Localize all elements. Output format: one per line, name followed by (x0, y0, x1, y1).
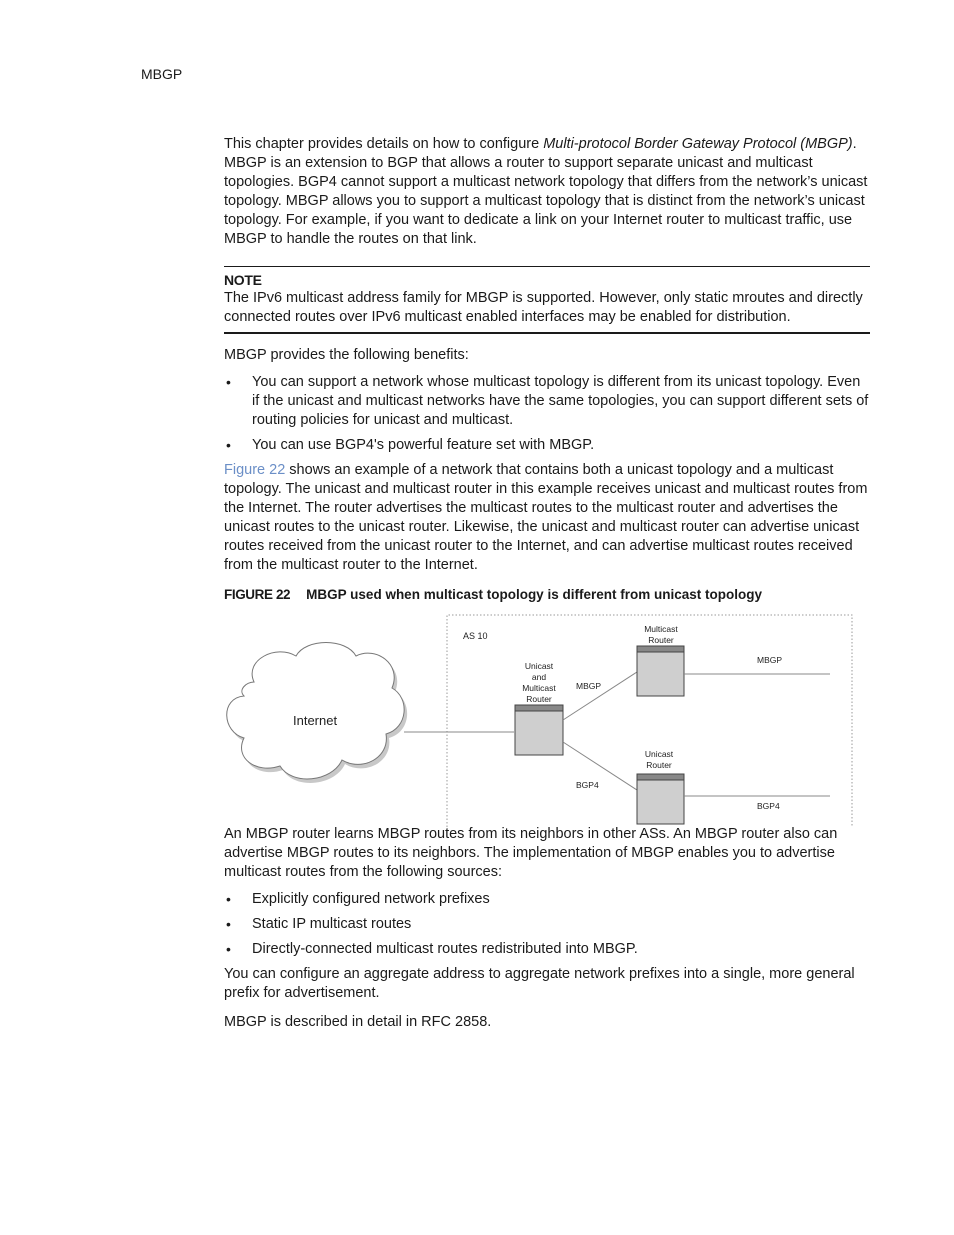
aggregate-paragraph: You can configure an aggregate address to aggregate network prefixes into a single, more general prefix for advertisement. (224, 966, 855, 1001)
figure-caption-text: MBGP used when multicast topology is different from unicast topology (306, 587, 762, 602)
intro-emphasis: Multi-protocol Border Gateway Protocol (MBGP) (543, 136, 853, 152)
rfc-paragraph: MBGP is described in detail in RFC 2858. (224, 1014, 492, 1030)
list-item: • You can support a network whose multicast topology is different from its unicast topology. Even if the unicast and multicast networks have the same topologies, you can support different sets of routing policies for unicast and multicast. (224, 373, 870, 430)
as-label: AS 10 (463, 631, 488, 641)
svg-text:and: and (531, 672, 547, 682)
svg-text:Unicast: Unicast (524, 661, 554, 671)
note-text: The IPv6 multicast address family for MBGP is supported. However, only static mroutes and directly connected routes over IPv6 multicast enabled interfaces may be enabled for distribution. (224, 290, 863, 325)
note-label: NOTE (224, 272, 262, 288)
intro-paragraph: This chapter provides details on how to configure Multi-protocol Border Gateway Protocol (MBGP). MBGP is an extension to BGP that allows a router to support separate unicast and multicast topologies. BGP4 cannot support a multicast network topology that differs from the network’s unicast topology. MBGP allows you to support a multicast topology that is distinct from the network’s unicast topology. For example, if you want to dedicate a link on your Internet router to multicast traffic, use MBGP to handle the routes on that link. (224, 136, 868, 247)
cloud-label: Internet (293, 713, 338, 728)
mbgp-link (563, 672, 637, 720)
benefits-lead: MBGP provides the following benefits: (224, 347, 469, 363)
running-header: MBGP (141, 66, 183, 82)
main-content (224, 135, 870, 604)
svg-text:Unicast: Unicast (644, 749, 674, 759)
mbgp-link-label: MBGP (576, 681, 602, 691)
network-diagram (224, 612, 854, 827)
bgp4-out-label: BGP4 (757, 801, 780, 811)
list-item: • Static IP multicast routes (224, 915, 870, 934)
bgp4-link (563, 742, 637, 790)
sources-lead: An MBGP router learns MBGP routes from its neighbors in other ASs. An MBGP router also can advertise MBGP routes to its neighbors. The implementation of MBGP enables you to advertise multicast routes from the following sources: (224, 826, 838, 880)
svg-text:Multicast: Multicast (644, 624, 678, 634)
lower-content (224, 825, 870, 1032)
central-router-icon (515, 705, 563, 755)
list-item: • Explicitly configured network prefixes (224, 890, 870, 909)
list-item: • Directly-connected multicast routes redistributed into MBGP. (224, 940, 870, 959)
list-item: • You can use BGP4's powerful feature set with MBGP. (224, 436, 870, 455)
figure-22-link[interactable]: Figure 22 (224, 462, 286, 478)
note-box (224, 266, 870, 334)
svg-text:Multicast: Multicast (522, 683, 556, 693)
svg-text:Router: Router (526, 694, 552, 704)
bgp4-link-label: BGP4 (576, 780, 599, 790)
benefits-list (224, 373, 870, 455)
sources-list (224, 890, 870, 959)
mbgp-out-label: MBGP (757, 655, 783, 665)
figure-caption (224, 585, 870, 604)
figure-reference-paragraph: Figure 22 shows an example of a network that contains both a unicast topology and a multicast topology. The unicast and multicast router in this example receives unicast and multicast routes from the Internet. The router advertises the multicast routes to the multicast router and advertises the unicast routes to the unicast router. Likewise, the unicast and multicast router can advertise unicast routes received from the unicast router to the Internet, and can advertise multicast routes received from the multicast router to the Internet. (224, 462, 868, 573)
network-diagram-svg (224, 612, 854, 827)
multicast-router-icon (637, 646, 684, 696)
figure-label: FIGURE 22 (224, 587, 291, 602)
unicast-router-icon (637, 774, 684, 824)
svg-text:Router: Router (648, 635, 674, 645)
svg-text:Router: Router (646, 760, 672, 770)
